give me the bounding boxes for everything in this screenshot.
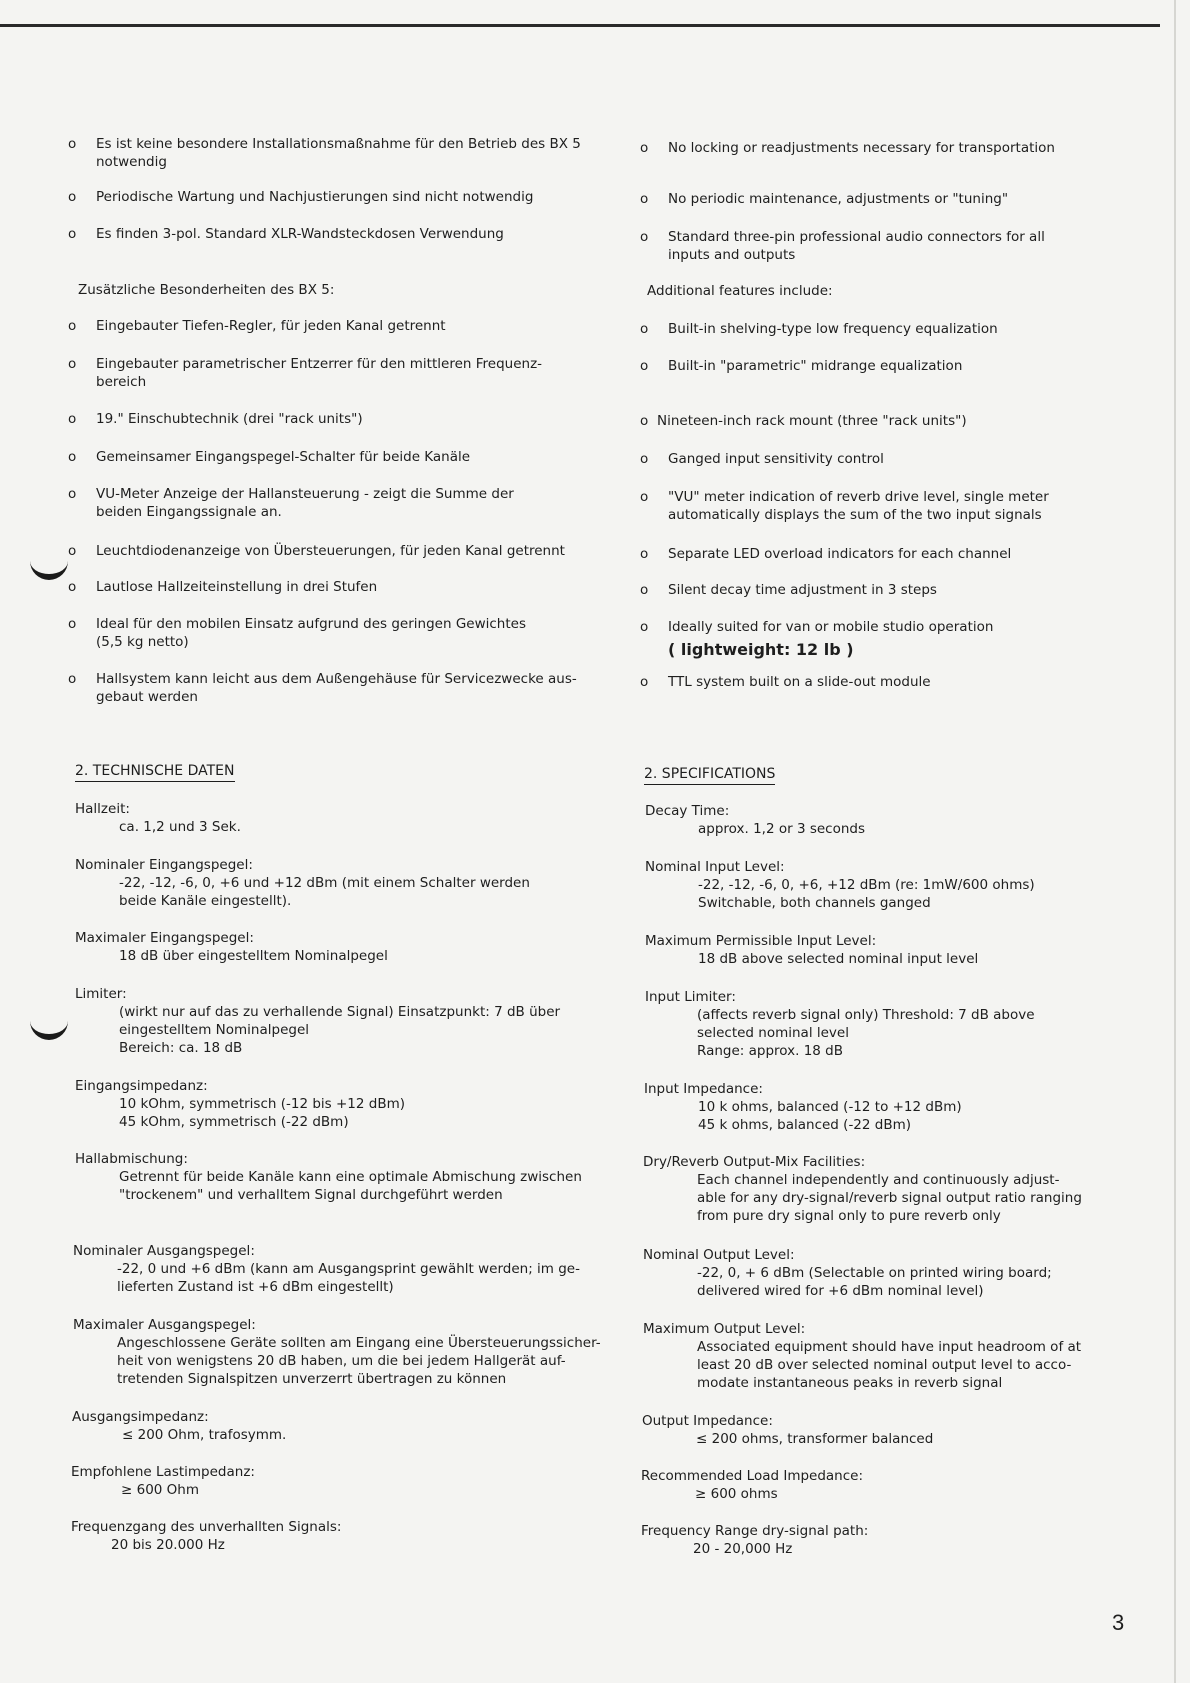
- spec-entry: Frequency Range dry-signal path: 20 - 20,000 Hz: [641, 1523, 869, 1557]
- list-item: o Gemeinsamer Eingangspegel-Schalter für beide Kanäle: [68, 449, 471, 465]
- list-item: o VU-Meter Anzeige der Hallansteuerung - zeigt die Summe der beiden Eingangssignale an.: [68, 486, 514, 520]
- spec-entry: Nominaler Ausgangspegel: -22, 0 und +6 dBm (kann am Ausgangsprint gewählt werden; im ge- lieferten Zustand ist +6 dBm eingestellt): [73, 1243, 580, 1295]
- spec-entry: Recommended Load Impedance: ≥ 600 ohms: [641, 1468, 864, 1502]
- list-item: o Periodische Wartung und Nachjustierungen sind nicht notwendig: [68, 189, 534, 205]
- spec-entry: Limiter: (wirkt nur auf das zu verhallende Signal) Einsatzpunkt: 7 dB über eingestelltem Nominalpegel Bereich: ca. 18 dB: [75, 986, 561, 1056]
- spec-entry: Empfohlene Lastimpedanz: ≥ 600 Ohm: [71, 1464, 255, 1498]
- spec-entry: Decay Time: approx. 1,2 or 3 seconds: [645, 803, 866, 837]
- list-item: o Eingebauter Tiefen-Regler, für jeden Kanal getrennt: [68, 318, 446, 334]
- spec-entry: Input Limiter: (affects reverb signal only) Threshold: 7 dB above selected nominal level Range: approx. 18 dB: [645, 989, 1035, 1059]
- page-number: 3: [1112, 1610, 1125, 1635]
- list-item: o Separate LED overload indicators for each channel: [640, 546, 1012, 562]
- spec-entry: Nominaler Eingangspegel: -22, -12, -6, 0, +6 und +12 dBm (mit einem Schalter werden beide Kanäle eingestellt).: [75, 857, 530, 909]
- list-item: o Ideal für den mobilen Einsatz aufgrund des geringen Gewichtes (5,5 kg netto): [68, 616, 526, 650]
- list-item: o "VU" meter indication of reverb drive level, single meter automatically displays the sum of the two input signals: [640, 489, 1049, 523]
- list-item: o Nineteen-inch rack mount (three "rack units"): [640, 413, 967, 429]
- features-intro: Zusätzliche Besonderheiten des BX 5:: [78, 282, 335, 298]
- spec-entry: Hallzeit: ca. 1,2 und 3 Sek.: [75, 801, 241, 835]
- spec-entry: Hallabmischung: Getrennt für beide Kanäle kann eine optimale Abmischung zwischen "trockenem" und verhalltem Signal durchgeführt werden: [75, 1151, 582, 1203]
- punch-hole-mark: [30, 1020, 68, 1040]
- spec-entry: Input Impedance: 10 k ohms, balanced (-12 to +12 dBm) 45 k ohms, balanced (-22 dBm): [644, 1081, 962, 1133]
- spec-entry: Dry/Reverb Output-Mix Facilities: Each channel independently and continuously adjust- able for any dry-signal/reverb signal output ratio ranging from pure dry signal only to pure reverb only: [643, 1154, 1082, 1224]
- list-item: o No periodic maintenance, adjustments or "tuning": [640, 191, 1009, 207]
- section-title: 2. TECHNISCHE DATEN: [75, 762, 235, 782]
- list-item: o Es ist keine besondere Installationsmaßnahme für den Betrieb des BX 5 notwendig: [68, 136, 581, 170]
- list-item: o Built-in shelving-type low frequency equalization: [640, 321, 998, 337]
- list-item: o TTL system built on a slide-out module: [640, 674, 931, 690]
- spec-entry: Maximaler Eingangspegel: 18 dB über eingestelltem Nominalpegel: [75, 930, 388, 964]
- spec-entry: Maximum Output Level: Associated equipment should have input headroom of at least 20 dB over selected nominal output level to acco- modate instantaneous peaks in reverb signal: [643, 1321, 1082, 1391]
- list-item: o Standard three-pin professional audio connectors for all inputs and outputs: [640, 229, 1045, 263]
- spec-entry: Ausgangsimpedanz: ≤ 200 Ohm, trafosymm.: [72, 1409, 287, 1443]
- spec-entry: Nominal Output Level: -22, 0, + 6 dBm (Selectable on printed wiring board; delivered wired for +6 dBm nominal level): [643, 1247, 1052, 1299]
- spec-entry: Eingangsimpedanz: 10 kOhm, symmetrisch (-12 bis +12 dBm) 45 kOhm, symmetrisch (-22 dBm): [75, 1078, 406, 1130]
- list-item: o Built-in "parametric" midrange equalization: [640, 358, 963, 374]
- spec-entry: Maximum Permissible Input Level: 18 dB above selected nominal input level: [645, 933, 979, 967]
- lightweight-note: ( lightweight: 12 lb ): [668, 640, 854, 659]
- features-intro: Additional features include:: [647, 283, 833, 299]
- list-item: o Hallsystem kann leicht aus dem Außengehäuse für Servicezwecke aus- gebaut werden: [68, 671, 577, 705]
- top-rule: [0, 24, 1160, 27]
- list-item: o Ideally suited for van or mobile studio operation: [640, 619, 994, 635]
- spec-entry: Output Impedance: ≤ 200 ohms, transformer balanced: [642, 1413, 934, 1447]
- list-item: o 19." Einschubtechnik (drei "rack units"): [68, 411, 363, 427]
- list-item: o Ganged input sensitivity control: [640, 451, 884, 467]
- list-item: o No locking or readjustments necessary for transportation: [640, 140, 1055, 156]
- list-item: o Leuchtdiodenanzeige von Übersteuerungen, für jeden Kanal getrennt: [68, 543, 565, 559]
- list-item: o Eingebauter parametrischer Entzerrer für den mittleren Frequenz- bereich: [68, 356, 543, 390]
- punch-hole-mark: [30, 560, 68, 580]
- spec-entry: Maximaler Ausgangspegel: Angeschlossene Geräte sollten am Eingang eine Übersteuerungssicher- heit von wenigstens 20 dB haben, um die bei jedem Hallgerät auf- tretenden Signalspitzen unverzerrt übertragen zu können: [73, 1317, 601, 1387]
- spec-entry: Nominal Input Level: -22, -12, -6, 0, +6, +12 dBm (re: 1mW/600 ohms) Switchable, both channels ganged: [645, 859, 1035, 911]
- spec-entry: Frequenzgang des unverhallten Signals: 20 bis 20.000 Hz: [71, 1519, 342, 1553]
- list-item: o Lautlose Hallzeiteinstellung in drei Stufen: [68, 579, 378, 595]
- section-title: 2. SPECIFICATIONS: [644, 765, 775, 785]
- list-item: o Es finden 3-pol. Standard XLR-Wandsteckdosen Verwendung: [68, 226, 504, 242]
- list-item: o Silent decay time adjustment in 3 steps: [640, 582, 937, 598]
- page-edge: [1174, 0, 1176, 1683]
